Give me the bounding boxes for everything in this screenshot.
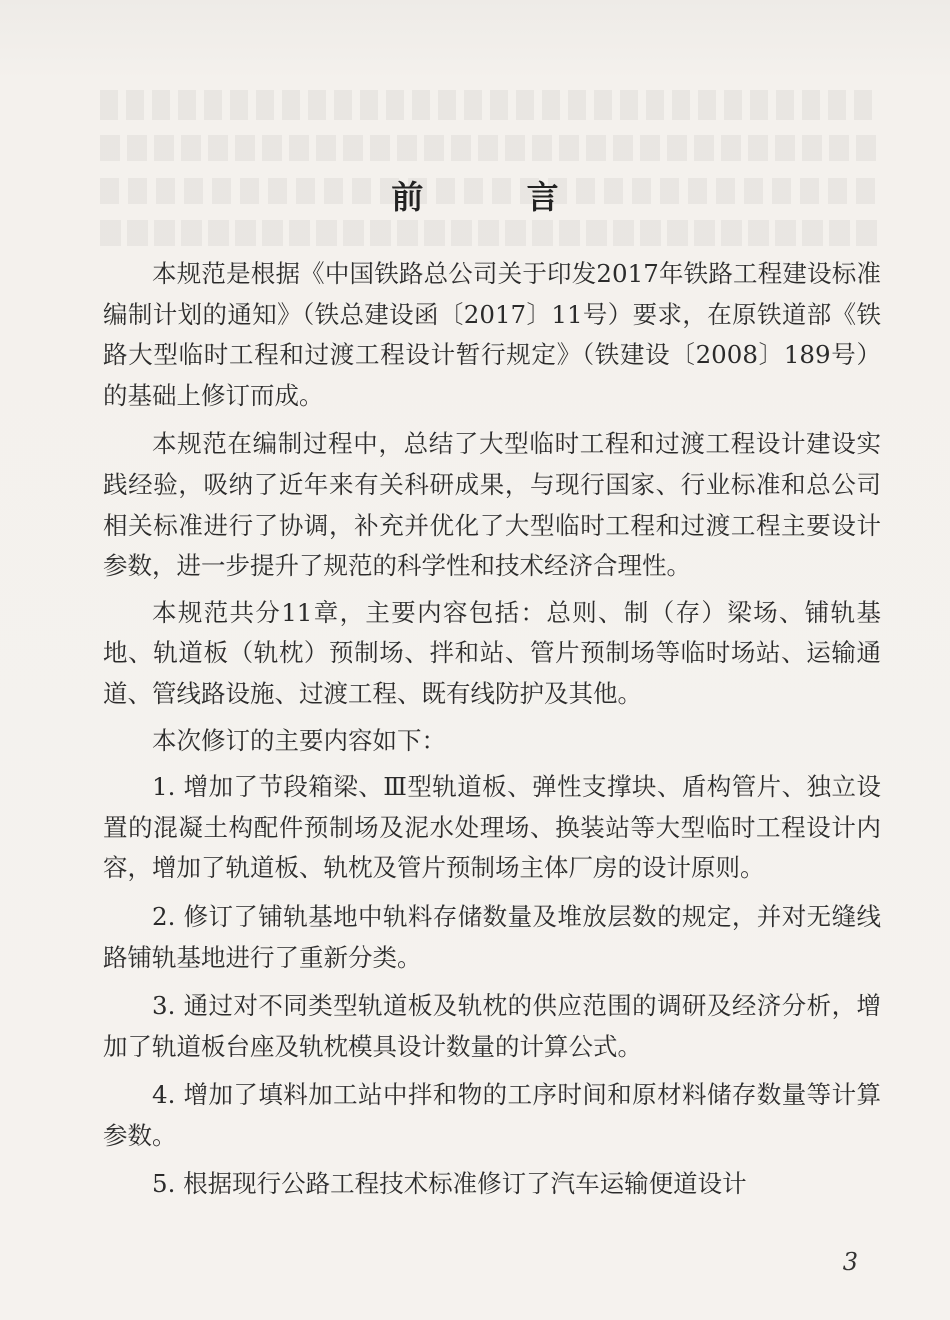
body-text: [103, 254, 881, 1205]
bleed-through-texture: [100, 220, 880, 246]
list-item: 1. 增加了节段箱梁、Ⅲ型轨道板、弹性支撑块、盾构管片、独立设置的混凝土构配件预制场及泥水处理场、换装站等大型临时工程设计内容，增加了轨道板、轨枕及管片预制场主体厂房的设计原则。: [103, 772, 881, 883]
page-number: 3: [842, 1248, 858, 1276]
paragraph: 本规范共分11章，主要内容包括：总则、制（存）梁场、铺轨基地、轨道板（轨枕）预制场、拌和站、管片预制场等临时场站、运输通道、管线路设施、过渡工程、既有线防护及其他。: [103, 597, 881, 708]
paragraph: 本规范在编制过程中，总结了大型临时工程和过渡工程设计建设实践经验，吸纳了近年来有关科研成果，与现行国家、行业标准和总公司相关标准进行了协调，补充并优化了大型临时工程和过渡工程主要设计参数，进一步提升了规范的科学性和技术经济合理性。: [103, 429, 881, 581]
list-item: 5. 根据现行公路工程技术标准修订了汽车运输便道设计: [152, 1169, 747, 1199]
paragraph: 本规范是根据《中国铁路总公司关于印发2017年铁路工程建设标准编制计划的通知》（铁总建设函〔2017〕11号）要求，在原铁道部《铁路大型临时工程和过渡工程设计暂行规定》（铁建设〔2008〕189号）的基础上修订而成。: [103, 259, 881, 410]
bleed-through-texture: [100, 135, 880, 161]
page-title: 前 言: [391, 178, 605, 216]
paragraph: 本次修订的主要内容如下：: [152, 725, 446, 755]
bleed-through-texture: [100, 90, 880, 120]
list-item: 2. 修订了铺轨基地中轨料存储数量及堆放层数的规定，并对无缝线路铺轨基地进行了重新分类。: [103, 901, 881, 972]
list-item: 3. 通过对不同类型轨道板及轨枕的供应范围的调研及经济分析，增加了轨道板台座及轨枕模具设计数量的计算公式。: [103, 991, 881, 1061]
list-item: 4. 增加了填料加工站中拌和物的工序时间和原材料储存数量等计算参数。: [103, 1080, 881, 1150]
